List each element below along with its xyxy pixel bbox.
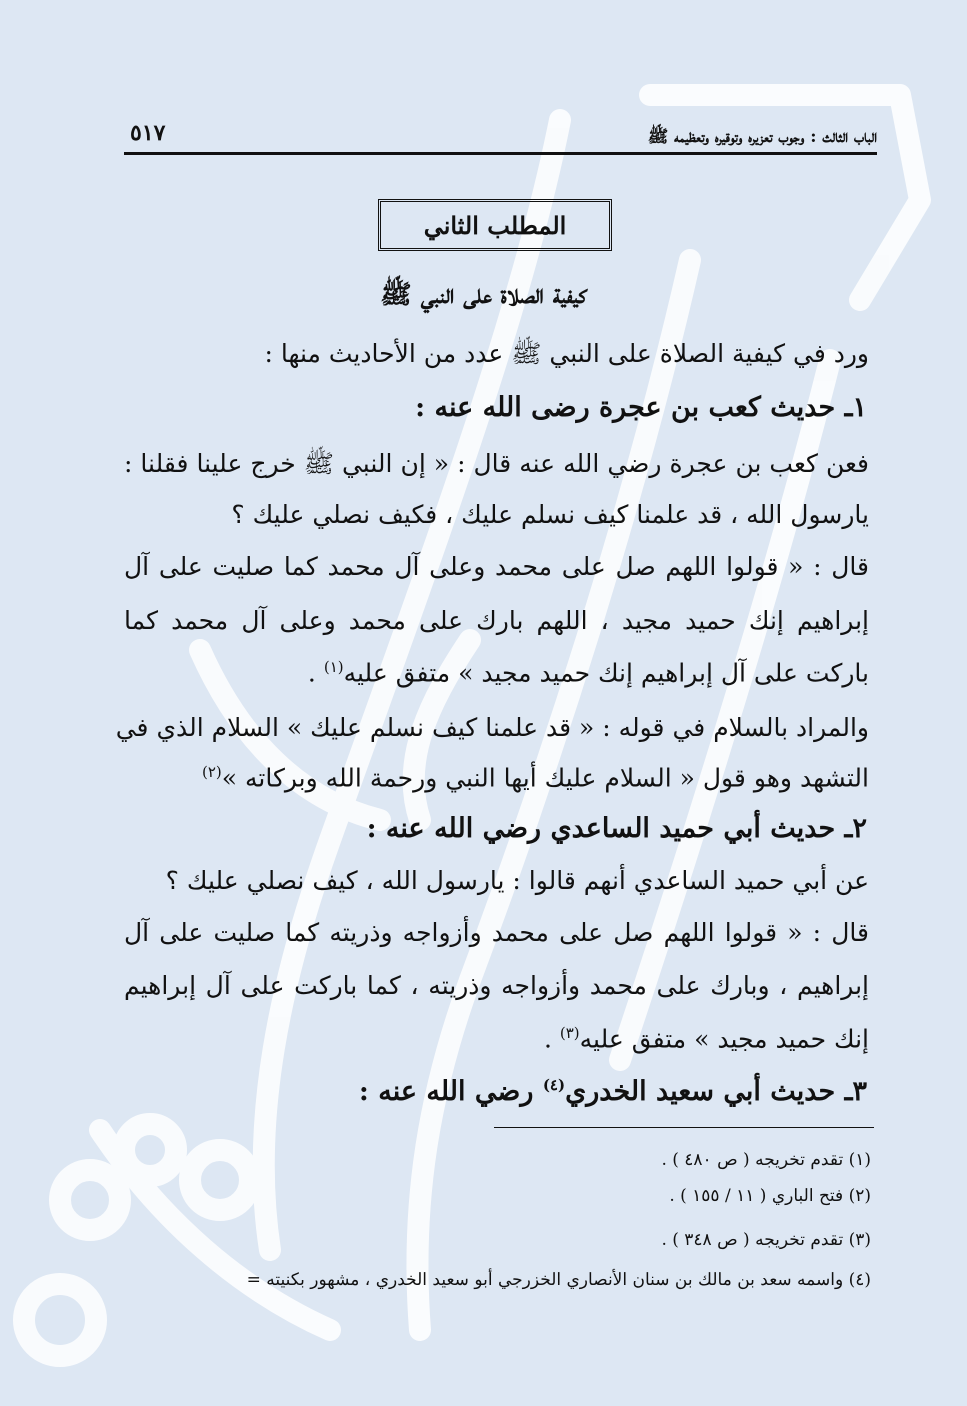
footnote-ref: (٤) [542, 1076, 566, 1094]
body-line: إبراهيم إنك حميد مجيد ، اللهم بارك على محمد وعلى آل محمد كما [124, 606, 869, 635]
body-line: إنك حميد مجيد » متفق عليه$^{(٣)}$ . [543, 1024, 869, 1054]
footnote-ref: (١) [323, 658, 344, 676]
page-number: ٥١٧ [130, 120, 166, 146]
hadith-heading: ٢ـ حديث أبي حميد الساعدي رضي الله عنه : [366, 813, 867, 844]
body-line: عن أبي حميد الساعدي أنهم قالوا : يارسول الله ، كيف نصلي عليك ؟ [165, 866, 869, 895]
running-header [124, 118, 877, 155]
body-line: قال : « قولوا اللهم صل على محمد وعلى آل محمد كما صليت على آل [124, 552, 869, 581]
hadith-heading: ١ـ حديث كعب بن عجرة رضى الله عنه : [415, 392, 867, 423]
footnote: (٢) فتح الباري ( ١١ / ١٥٥ ) . [669, 1186, 871, 1206]
body-line: باركت على آل إبراهيم إنك حميد مجيد » متفق عليه$^{(١)}$ . [307, 658, 869, 688]
hadith-heading: ٣ـ حديث أبي سعيد الخدري$^{(٤)}$ رضي الله عنه : [358, 1076, 867, 1107]
running-title: الباب الثالث : وجوب تعزيره وتوقيره وتعظيمه ﷺ [647, 127, 877, 147]
footnote: (٤) واسمه سعد بن مالك بن سنان الأنصاري الخزرجي أبو سعيد الخدري ، مشهور بكنيته = [246, 1270, 871, 1290]
footnote-ref: (٣) [559, 1024, 580, 1042]
footnote: (٣) تقدم تخريجه ( ص ٣٤٨ ) . [661, 1230, 871, 1250]
body-line: ورد في كيفية الصلاة على النبي ﷺ عدد من الأحاديث منها : [264, 339, 869, 368]
chapter-title: كيفية الصلاة على النبي ﷺ [380, 280, 587, 310]
body-line: التشهد وهو قول « السلام عليك أيها النبي ورحمة الله وبركاته »$^{(٢)}$ [201, 763, 869, 793]
body-line: والمراد بالسلام في قوله : « قد علمنا كيف نسلم عليك » السلام الذي في [115, 713, 869, 742]
body-line: فعن كعب بن عجرة رضي الله عنه قال : « إن النبي ﷺ خرج علينا فقلنا : [124, 449, 869, 478]
section-label: المطلب الثاني [423, 210, 567, 240]
body-line: قال : « قولوا اللهم صل على محمد وأزواجه وذريته كما صليت على آل [124, 918, 869, 947]
body-line: يارسول الله ، قد علمنا كيف نسلم عليك ، فكيف نصلي عليك ؟ [231, 500, 869, 529]
footnote-ref: (٢) [201, 763, 222, 781]
section-box [378, 199, 612, 251]
body-line: إبراهيم ، وبارك على محمد وأزواجه وذريته ، كما باركت على آل إبراهيم [124, 971, 869, 1000]
footnote: (١) تقدم تخريجه ( ص ٤٨٠ ) . [661, 1150, 871, 1170]
footnote-separator [494, 1127, 874, 1128]
